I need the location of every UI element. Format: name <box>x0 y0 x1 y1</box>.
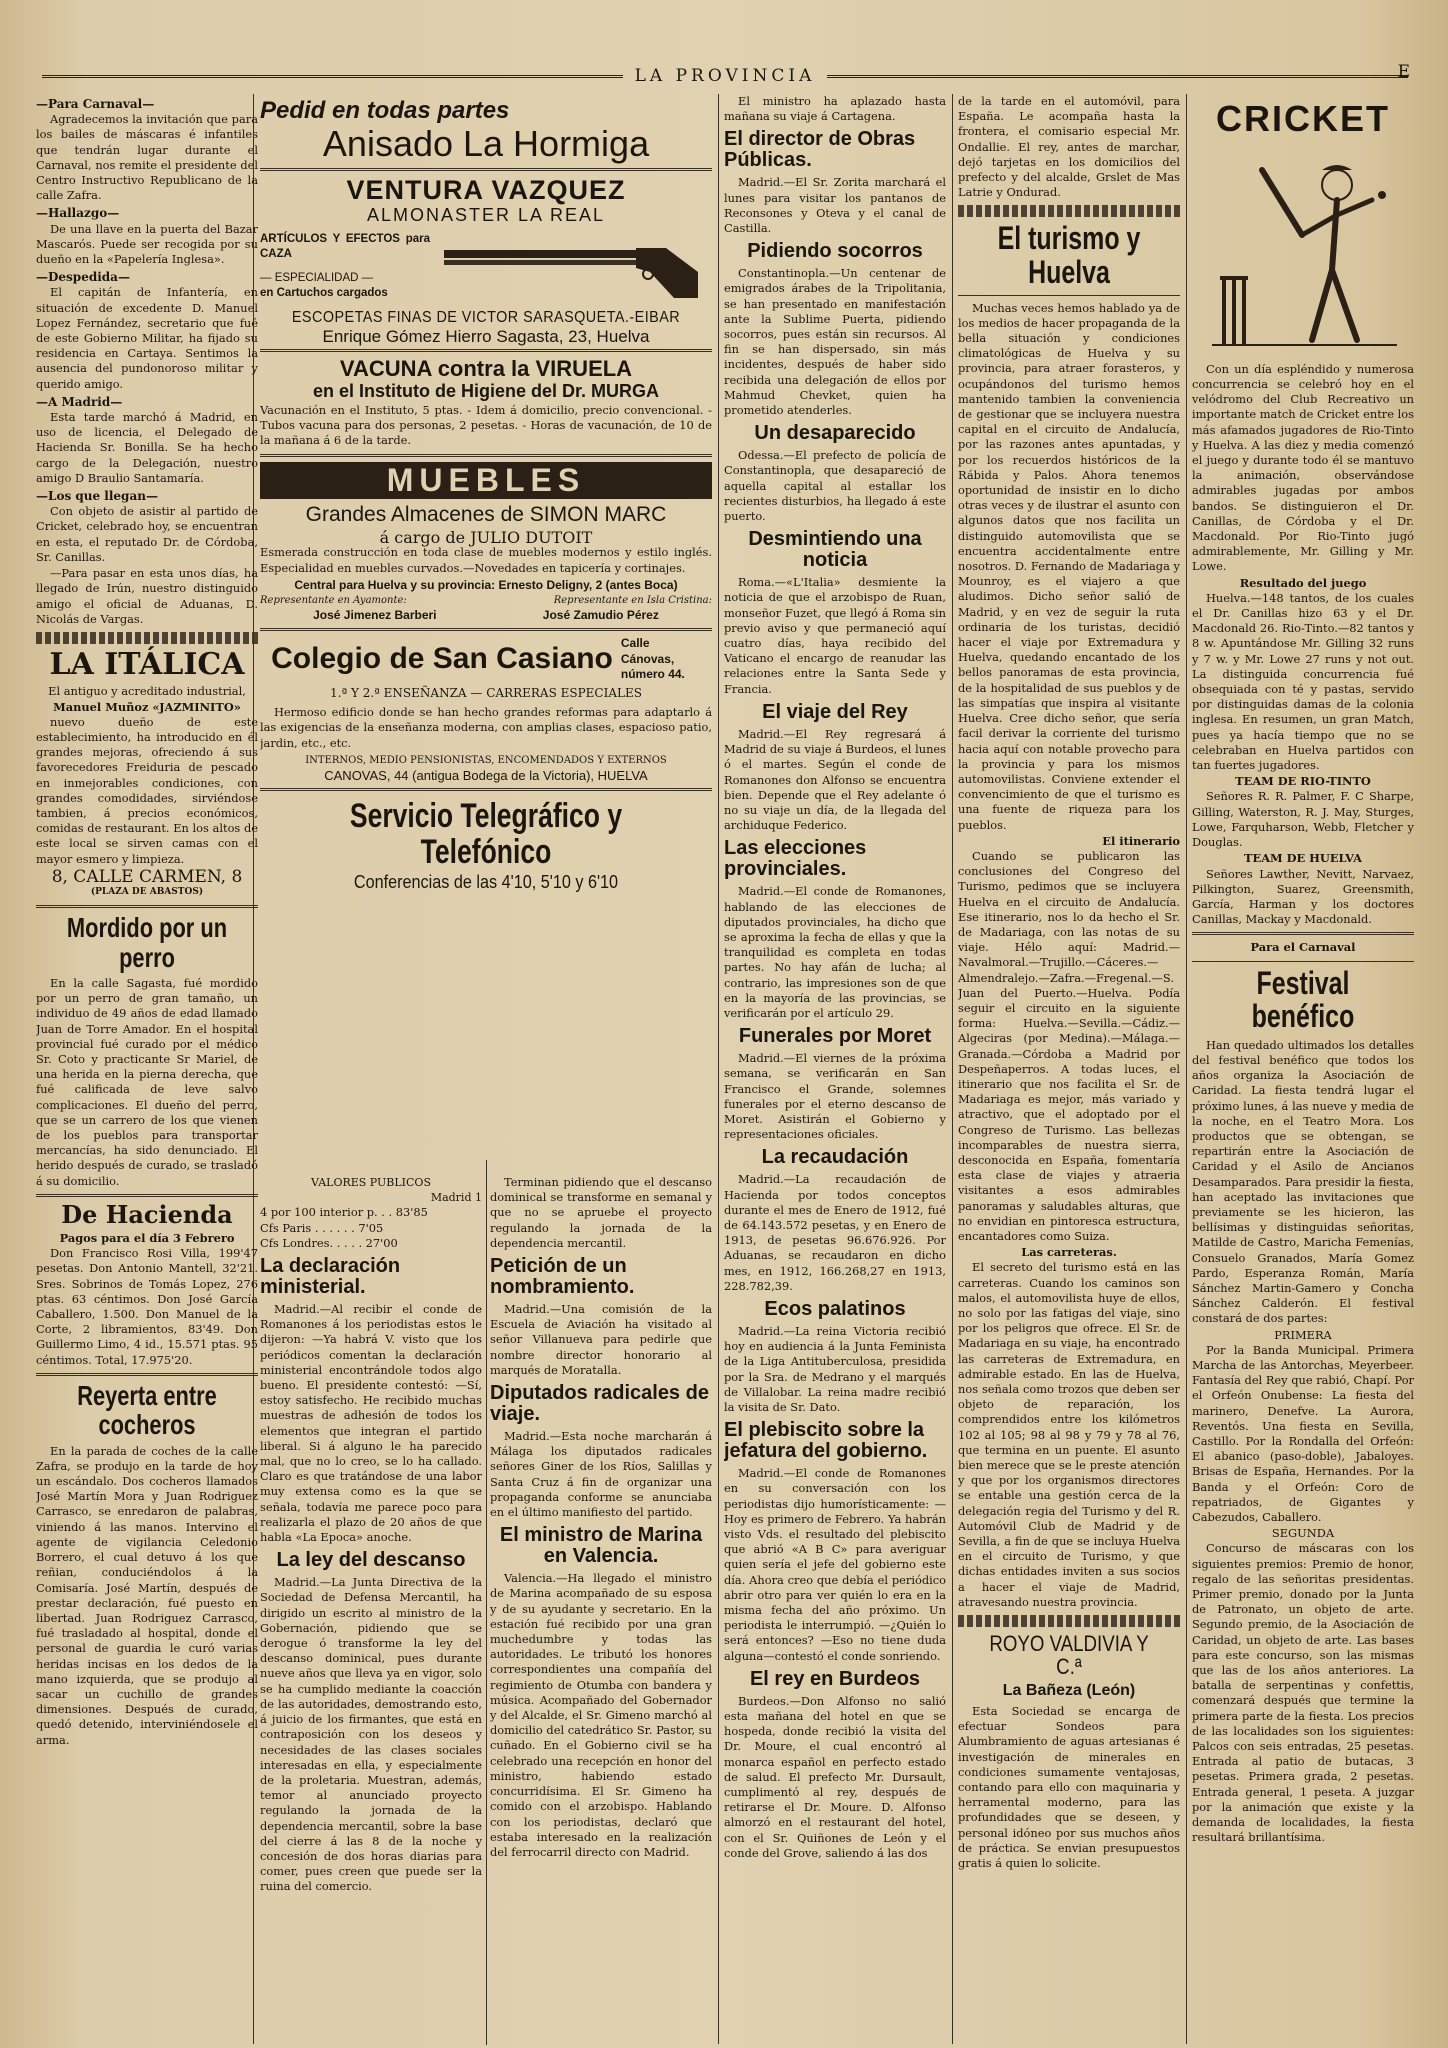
section-text: Terminan pidiendo que el descanso dominical se transforme en semanal y que no se apruebe el proyecto regulando la jornada de la dependencia mercantil. <box>490 1175 712 1250</box>
divider <box>36 1373 258 1376</box>
viaje-rey-title: El viaje del Rey <box>762 700 908 723</box>
ad-colegio-address: Calle Cánovas, número 44. <box>620 636 685 681</box>
carreteras-text: El secreto del turismo está en las carreteras. Cuando los caminos son malos, el automovilista huye de ellos, no solo por las fatigas del viaje, sino por los peligros que ofrece. El Sr. de Madariaga en su viaje, ha encontrado las carreteras de Extremadura, en admirable estado. En las de Huelva, nos señala como trozos que deben ser objeto de reparación, los comprendidos entre los kilómetros 102 al 105; 98 al 98 y 79 y 78 al 76, que termina en un puente. El asunto bien merece que se le preste atención y que por los organismos directores se entable una gestión cerca de la delegación regia del Turismo y del R. Automóvil Club de Madrid y de Sevilla, a fin de que se incluya Huelva en el circuito de Turismo, y que dichas entidades inviten a sus socios a hacer el viaje de Madrid, atravesando nuestra provincia. <box>958 1260 1180 1609</box>
section-text: De una llave en la puerta del Bazar Mascarós. Puede ser recogida por su dueño en la «Papelería Inglesa». <box>36 221 258 267</box>
diputados-title: Diputados radicales de viaje. <box>490 1382 709 1426</box>
peticion-text: Madrid.—Una comisión de la Escuela de Aviación ha visitado al señor Villanueva para pedirle que nombre director honorario al marqués de Moratalla. <box>490 1302 712 1377</box>
divider <box>36 905 258 908</box>
valores-row: 4 por 100 interior p. . . 83'85 <box>260 1205 428 1220</box>
ad-muebles-title: MUEBLES <box>260 462 712 500</box>
desaparecido-title: Un desaparecido <box>754 422 916 445</box>
masthead-rule-right <box>827 75 1408 78</box>
italica-owner: Manuel Muñoz «JAZMINITO» <box>53 699 241 714</box>
ecos-text: Madrid.—La reina Victoria recibió hoy en audiencia á la Junta Feminista de la Liga Antituberculosa, presidida por la Sra. de Medrano y el marqués de Villalobar. La reina madre recibió la visita de Sr. Dato. <box>724 1323 946 1414</box>
ad-vazquez-escopetas: ESCOPETAS FINAS DE VICTOR SARASQUETA.-EIBAR <box>291 308 681 326</box>
peticion-title: Petición de un nombramiento. <box>490 1255 635 1299</box>
elecciones-text: Madrid.—El conde de Romanones, hablando de las elecciones de diputados provinciales, ha dicho que se aproxima la fecha de ellas y que la tranquilidad es completa en todas partes. No hay afán de lucha; al contrario, las impresiones son de que en la mayoría de las provincias, se verificarán por el artículo 29. <box>724 884 946 1020</box>
ornament-divider <box>36 632 258 644</box>
riotinto-team-head: TEAM DE RIO-TINTO <box>1235 774 1371 789</box>
primera-text: Por la Banda Municipal. Primera Marcha de las Antorchas, Meyerbeer. Fantasía del Rey que rabió, Chapí. Por el Orfeón Onubense: La fiesta del marinero, Denefve. La Aurora, Reventós. Una fiesta en Sevilla, Castillo. Por la Rondalla del Orfeón: El abanico (paso-doble), Jabaloyes. Brisas de España, Hernandes. Por la Banda y el Orfeón: Coro de repatriados, de Gigantes y Cabezudos, Caballero. <box>1192 1342 1414 1524</box>
plebiscito-title: El plebiscito sobre la jefatura del gobierno. <box>724 1419 928 1463</box>
column-rule <box>253 94 254 2044</box>
ministro-title: El ministro de Marina en Valencia. <box>499 1524 703 1568</box>
column-4 <box>958 94 1180 2044</box>
socorros-title: Pidiendo socorros <box>747 240 923 263</box>
recaudacion-title: La recaudación <box>761 1146 909 1169</box>
section-head: —Los que llegan— <box>36 489 158 504</box>
turismo-text: Muchas veces hemos hablado ya de los medios de hacer propaganda de la bella situación y condiciones climatológicas de Huelva y su provincia, para atraer forasteros, y ocupándonos del turismo hemos mantenido tambien la conveniencia de gestionar que se incluyera nuestra capital en el circuito de Andalucía, por las razones antes apuntadas, y por los recuerdos históricos de la Rábida y Palos. Ahora tenemos oportunidad de insistir en lo dicho otras veces y de ilustrar el asunto con algunos datos que nos facilita un distinguido automovilista que se encuentra accidentalmente entre nosotros. D. Fernando de Madariaga y Mounroy, es el viajero a que aludimos. Dicho señor salió de Madrid, y en vez de seguir la ruta ordinaria de los turistas, decidió hacer el viaje por Extremadura y Huelva, quedando encantado de los bellos panoramas de esta provincia, de la hospitalidad de sus pueblos y de las simpatías que inspira al visitante Huelva. Cree dicho señor, que sería facil derivar la corriente del turismo hacia aquí con notable provecho para la provincia y para los mismos automovilistas. Conviene extender el convencimiento de que el turismo es una fuente de riqueza para los pueblos. <box>958 300 1180 832</box>
reyerta-text: En la parada de coches de la calle Zafra, se produjo en la tarde de hoy un escándalo. Dos cocheros llamados José Martín Mora y Juan Rodriguez Carrasco, se enredaron de palabras, viniendo á las manos. Intervino el agente de vigilancia Celedonio Borrero, el cual detuvo á los que reñian, conduciéndolos á la Comisaría. José Martín, después de prestar declaración, fué puesto en libertad. Juan Rodriguez Carrasco, fué trasladado al hospital, donde el personal de guardia le curó varias heridas incisas en los dedos de la mano izquierda, que se produjo al sacar un cuchillo de grandes dimensiones. Después de curado, quedó detenido, interviniéndosele el arma. <box>36 1443 258 1747</box>
ad-muebles-line2: á cargo de JULIO DUTOIT <box>379 528 593 548</box>
segunda-text: Concurso de máscaras con los siguientes premios: Premio de honor, regalo de las señoritas presidentas. Primer premio, donado por la Junta de Patronato, un objeto de arte. Segundo premio, de la Asociación de Caridad, un objeto de arte. Las bases para este concurso, son las mismas que las de los años anteriores. La batalla de serpentinas y confettis, comenzará después que termine la primera parte de la fiesta. Los precios de las localidades son los siguientes: Palcos con seis entradas, 25 pesetas. Entrada al patio de butacas, 3 pesetas. Primera grada, 2 pesetas. Entrada general, 1 peseta. A juzgar por la animación que existe y la demanda de localidades, la fiesta resultará brillantísima. <box>1192 1541 1414 1845</box>
column-5 <box>1192 94 1414 2044</box>
divider <box>260 349 712 352</box>
column-rule <box>718 94 719 2044</box>
divider <box>260 168 712 171</box>
ad-vazquez-text <box>260 232 430 301</box>
ecos-title: Ecos palatinos <box>764 1297 906 1320</box>
divider <box>260 454 712 457</box>
ad-muebles-rep1-label: Representante en Ayamonte: <box>260 594 407 606</box>
ad-vazquez-articulos: ARTÍCULOS Y EFECTOS para CAZA <box>260 233 430 261</box>
column-rule <box>486 1160 487 2045</box>
royo-text: Esta Sociedad se encarga de efectuar Sondeos para Alumbramiento de aguas artesianas é investigación de minerales en condiciones sumamente ventajosas, contando para ello con maquinaria y herramental moderno, para las profundidades que se deseen, y personal idóneo por sus muchos años de práctica. Se envian presupuestos gratis á quien lo solicite. <box>958 1704 1180 1871</box>
cricket-player-illustration-icon <box>1192 140 1414 360</box>
resultado-head: Resultado del juego <box>1239 575 1367 590</box>
column-3 <box>724 94 946 2044</box>
ad-vacuna-line1: VACUNA contra la VIRUELA <box>339 355 633 381</box>
ad-colegio-line2: INTERNOS, MEDIO PENSIONISTAS, ENCOMENDADOS Y EXTERNOS <box>305 754 667 766</box>
carreteras-head: Las carreteras. <box>1021 1245 1117 1260</box>
royo-subtitle: La Bañeza (León) <box>1002 1682 1136 1700</box>
ad-muebles-rep2-label: Representante en Isla Cristina: <box>553 594 712 606</box>
cricket-title: CRICKET <box>1216 98 1390 139</box>
section-text: Con objeto de asistir al partido de Cricket, celebrado hoy, se encuentran en esta, el reputado Dr. de Córdoba, Sr. Canillas. <box>36 504 258 564</box>
section-text: Esta tarde marchó á Madrid, en uso de licencia, el Delegado de Hacienda Sr. Bonilla. Se ha hecho cargo de la Delegación, nuestro amigo D Braulio Santamaría. <box>36 410 258 485</box>
burdeos-title: El rey en Burdeos <box>749 1667 921 1690</box>
servicio-title: Servicio Telegráfico y Telefónico <box>349 797 623 871</box>
ad-vacuna-text: Vacunación en el Instituto, 5 ptas. - Idem á domicilio, precio convencional. - Tubos vacuna para dos personas, 2 pesetas. - Horas de vacunación, de 10 de la mañana á 6 de la tarde. <box>260 402 712 448</box>
primera-head: PRIMERA <box>1274 1327 1332 1342</box>
column-1 <box>36 94 258 2044</box>
section-head: —Despedida— <box>36 270 130 285</box>
valores-city: Madrid 1 <box>430 1191 482 1205</box>
divider <box>260 628 712 631</box>
declaracion-title: La declaración ministerial. <box>260 1255 401 1299</box>
ad-anisado-line1: Pedid en todas partes <box>260 97 510 124</box>
perro-title: Mordido por un perro <box>66 912 228 973</box>
desmintiendo-text: Roma.—«L'Italia» desmiente la noticia de que el arzobispo de Ruan, monseñor Fuzet, que llegó á Roma sin previo aviso y que permaneció aquí cuatro días, haya recibido del Vaticano el encargo de reanudar las relaciones entre la Santa Sede y Francia. <box>724 575 946 696</box>
valores-row: Cfs Paris . . . . . . 7'05 <box>260 1220 384 1235</box>
burdeos-text: Burdeos.—Don Alfonso no salió esta mañana del hotel en que se hospeda, donde recibió la visita del Dr. Moure, el cual encontró al monarca español en perfecto estado de salud. El prefecto Mr. Dursault, cumplimentó al rey, después de retirarse el Dr. Moure. D. Alfonso almorzó en el restaurant del hotel, con el Sr. Quiñones de León y el conde del Grove, saliendo á las dos <box>724 1693 946 1860</box>
ad-colegio-text: Hermoso edificio donde se han hecho grandes reformas para adaptarlo á las exigencias de la enseñanza moderna, con amplias clases, espacioso patio, jardin, etc., etc. <box>260 705 712 750</box>
viaje-rey-text: Madrid.—El Rey regresará á Madrid de su viaje á Burdeos, el lunes ó el martes. Según el conde de Romanones don Alfonso se encuentra bien. Depende que el Rey adelante ó no su viaje un día, de la llegada del archiduque Federico. <box>724 726 946 833</box>
ad-muebles-rep-names <box>260 608 712 623</box>
section-text: de la tarde en el automóvil, para España. Le acompaña hasta la frontera, el comisario especial Mr. Ondallie. El rey, antes de marchar, dejó tarjetas en los domicilios del prefecto y del alcalde, Grslet de Mas Latrie y Ondurad. <box>958 94 1180 200</box>
festival-text: Han quedado ultimados los detalles del festival benéfico que todos los años organiza la Asociación de Caridad. La fiesta tendrá lugar el próximo lunes, á las nueve y media de la noche, en el Teatro Mora. Los productos que se obtengan, se repartirán entre la Asociación de Caridad y el Asilo de Ancianos Desamparados. Para presidir la fiesta, han aceptado las invitaciones que previamente se les hicieron, las bellísimas y distinguidas señoritas, Matilde de Castro, Maricha Femenías, Consuelo Granados, María Gomez Pardo, Esperanza Román, María Sánchez Martin-Gamero y Concha Sánchez Calderón. El festival constará de dos partes: <box>1192 1037 1414 1326</box>
recaudacion-text: Madrid.—La recaudación de Hacienda por todos conceptos durante el mes de Enero de 1912, fué de 64.143.572 pesetas, y en Enero de 1913, de pesetas 96.676.926. Por Aduanas, se recaudaron en dicho mes, en 1912, 166.268,27 en 1913, 228.782,39. <box>724 1172 946 1293</box>
italica-line: El antiguo y acreditado industrial, <box>48 684 246 699</box>
ad-colegio-header <box>260 636 712 682</box>
itinerario-head: El itinerario <box>1102 833 1180 848</box>
newspaper-title: LA PROVINCIA <box>634 66 816 86</box>
section-text: El capitán de Infantería, en situación de excedente D. Manuel Lopez Fernández, secretario que fué de este Gobierno Militar, ha fijado su residencia en Cartaya. Sentimos la ausencia del pundonoroso militar y querido amigo. <box>36 285 258 391</box>
column-rule <box>952 94 953 2044</box>
ad-vazquez-town: ALMONASTER LA REAL <box>366 205 606 226</box>
column-2a <box>260 1175 482 2045</box>
elecciones-title: Las elecciones provinciales. <box>724 837 867 881</box>
ministro-text: Valencia.—Ha llegado el ministro de Marina acompañado de su esposa y de su ayudante y secretario. En la estación fué recibido por una gran muchedumbre y todas las autoridades. Le tributó los honores correspondientes una compañía del regimiento de Otumba con bandera y música. Acompañado del Gobernador y del Alcalde, el Sr. Gimeno marchó al domicilio del catedrático Sr. Pastor, su cuñado. En el Gobierno civil se ha celebrado una recepción en honor del ministro, habiendo estado concurridísima. El Sr. Gimeno ha comido con el arzobispo. Hablando con los periodistas, declaró que estaba interesado en la realización del ferrocarril directo con Madrid. <box>490 1571 712 1859</box>
italica-title: LA ITÁLICA <box>49 646 245 682</box>
ad-vacuna-line2: en el Instituto de Higiene del Dr. MURGA <box>312 381 660 402</box>
ornament-divider <box>958 1615 1180 1627</box>
hacienda-title: De Hacienda <box>61 1199 233 1229</box>
resultado-text: Huelva.—148 tantos, de los cuales el Dr. Canillas hizo 63 y el Dr. Macdonald 26. Rio-Tinto.—82 tantos y 8 w. Apuntándose Mr. Gilling 32 runs y 7 w. y Mr. Lowe 27 runs y not out. La distinguida concurrencia fué obsequiada con té y pastas, servido por distinguidas damas de la colonia inglesa. En resumen, un gran Match, pues ya hacía tiempo que no se celebraban en Huelva partidos con tan fuertes jugadores. <box>1192 590 1414 773</box>
section-head: —Hallazgo— <box>36 206 120 221</box>
perro-text: En la calle Sagasta, fué mordido por un perro de gran tamaño, un individuo de 49 años de edad llamado Juan de Torre Amador. En el hospital provincial fué curado por el médico Sr. Coto y practicante Sr Mariel, de una herida en la pierna derecha, que fué calificada de leve salvo complicaciones. El dueño del perro, que se un carrero de los que vienen de los pueblos para transportar mercancías, ha sido denunciado. El herido después de curado, se trasladó á su domicilio. <box>36 976 258 1188</box>
desaparecido-text: Odessa.—El prefecto de policía de Constantinopla, que desapareció de aquella capital al estallar los recientes disturbios, ha llegado á este puerto. <box>724 448 946 524</box>
funerales-title: Funerales por Moret <box>738 1025 932 1048</box>
section-text: Agradecemos la invitación que para los bailes de máscaras é infantiles que tendrán lugar durante el Carnaval, nos remite el presidente del Centro Instructivo Republicano de la calle Zafra. <box>36 112 258 203</box>
ad-vazquez-block <box>260 228 712 306</box>
shotgun-illustration-icon <box>436 228 706 306</box>
riotinto-team-text: Señores R. R. Palmer, F. C Sharpe, Gilling, Waterston, R. J. May, Sturges, Lowe, Farquharson, Webb, Fletcher y Douglas. <box>1192 789 1414 850</box>
ad-vazquez-cartuchos: en Cartuchos cargados <box>260 286 388 299</box>
ornament-divider <box>958 205 1180 217</box>
obras-title: El director de Obras Públicas. <box>724 128 916 172</box>
ad-vazquez-name: VENTURA VAZQUEZ <box>346 174 626 205</box>
descanso-text: Madrid.—La Junta Directiva de la Sociedad de Defensa Mercantil, ha dirigido un escrito al ministro de la Gobernación, pidiendo que se derogue ó transforme la ley del descanso dominical, pues durante nueve años que lleva ya en vigor, solo se ha cumplido mediante la coacción de las autoridades, demostrando esto, á juicio de los firmantes, que está en contraposición con los deseos y necesidades de las clases sociales interesadas en ella, y especialmente de la proletaria. Muestran, además, temor al anunciado proyecto regulando la jornada de la dependencia mercantil, sobre la base del cierre á las 8 de la noche y concesión de dos horas diarias para comer, pues creen que puede ser la ruina del comercio. <box>260 1575 482 1894</box>
section-head: —Para Carnaval— <box>36 97 155 111</box>
divider <box>958 295 1180 296</box>
declaracion-text: Madrid.—Al recibir el conde de Romanones á los periodistas estos le dijeron: —Ya habrá V. visto que los periódicos comentan la declaración ministerial encontrándole todos algo bueno. El presidente contestó: —Sí, estoy satisfecho. He recibido muchas muestras de adhesión de todos los elementos que integran el partido liberal. Si á alguno le ha parecido mal, que no lo creo, se lo ha callado. Claro es que tratándose de una labor muy extensa como es la que se señala, todavía me parece poco para realizarla el plazo de 20 años de que habla «La Epoca» anoche. <box>260 1302 482 1545</box>
obras-text: Madrid.—El Sr. Zorita marchará el lunes para visitar los pantanos de Reconsones y Oteva y el canal de Castilla. <box>724 175 946 236</box>
descanso-title: La ley del descanso <box>276 1549 466 1572</box>
ad-muebles-rep2: José Zamudio Pérez <box>542 608 659 623</box>
section-text: El ministro ha aplazado hasta mañana su viaje á Cartagena. <box>724 94 946 124</box>
italica-address: 8, CALLE CARMEN, 8 <box>51 866 243 887</box>
italica-address-note: (PLAZA DE ABASTOS) <box>90 887 204 898</box>
ad-anisado <box>260 98 712 163</box>
itinerario-text: Cuando se publicaron las conclusiones del Congreso del Turismo, pedimos que se incluyera Huelva en el circuito de Andalucía. Ese itinerario, nos lo da hecho el Sr. de Madariaga, con las notas de su viaje. Hélo aquí: Madrid.—Navalmoral.—Trujillo.—Cáceres.—Almendralejo.—Zafra.—Fregenal.—S. Juan del Puerto.—Huelva. Podía seguir el circuito en la siguiente forma: Huelva.—Sevilla.—Cádiz.—Algeciras (por Medina).—Málaga.—Granada.—Córdoba a Madrid por Despeñaperros. A todas luces, el itinerario que nos facilita el Sr. de Madariaga es mejor, más variado y atractivo, que el adoptado por el Congreso de Turismo. Las bellezas incomparables de nuestra sierra, desconocida en España, fomentaría esta clase de viajes y atraeria visitantes a esos admirables panoramas y saludables alturas, que no envidian en pintoresca estructura, encantadores como Suiza. <box>958 848 1180 1243</box>
hacienda-text: Don Francisco Rosi Villa, 199'47 pesetas. Don Antonio Mantell, 32'21. Sres. Sobrinos de Tomás Lopez, 276 ptas. 63 céntimos. Don José García Caballero, 1.500. Don Manuel de la Corte, 2 libramientos, 83'49. Don Guillermo Limo, 4 id., 15.571 ptas. 95 céntimos. Total, 17.975'20. <box>36 1246 258 1367</box>
divider <box>260 788 712 791</box>
ad-colegio-line3: CANOVAS, 44 (antigua Bodega de la Victoria), HUELVA <box>324 768 648 784</box>
socorros-text: Constantinopla.—Un centenar de emigrados árabes de la Tripolitania, se han presentado en manifestación ante la Sublime Puerta, pidiendo socorros, pues están sin recursos. Al fin se han dispersado, sin más incidentes, después de haber sido recibida una delegación de ellos por Mahmud Chevket, quien ha prometido atenderles. <box>724 266 946 418</box>
divider <box>36 1194 258 1197</box>
cricket-text: Con un día espléndido y numerosa concurrencia se celebró hoy en el velódromo del Club Recreativo un importante match de Cricket entre los más afamados jugadores de Rio-Tinto y Huelva. A las diez y media comenzó el juego y durante todo él se mantuvo la animación, observándose admirables jugadas por ambos bandos. Se distinguieron el Dr. Canillas, de Córdoba y el Dr. Macdonald. Por Rio-Tinto jugó admirablemente, Mr. Gilling y Mr. Lowe. <box>1192 361 1414 574</box>
plebiscito-text: Madrid.—El conde de Romanones en su conversación con los periodistas dijo humorísticamente: —Hoy es primero de Febrero. Ya habrán visto Vds. el resultado del plebiscito que abrió «A B C» para averiguar quien sería el jefe del gobierno este día. Ahora creo que debía el periódico abrir otro para ver quién lo era en la misma fecha del año próximo. Un periodista le interrumpió. —¿Quién lo será entonces? —Eso no tiene duda alguna—contestó el conde sonriendo. <box>724 1466 946 1663</box>
festival-title: Festival benéfico <box>1251 964 1355 1035</box>
column-2b <box>490 1175 712 2045</box>
ad-vazquez-address: Enrique Gómez Hierro Sagasta, 23, Huelva <box>322 326 650 346</box>
carnaval-head: Para el Carnaval <box>1250 940 1356 955</box>
ad-muebles-reps <box>260 593 712 608</box>
huelva-team-head: TEAM DE HUELVA <box>1244 851 1362 866</box>
ad-muebles-text: Esmerada construcción en toda clase de muebles modernos y estilo inglés. Especialidad en muebles curvados.—Novedades en tapicería y cortinajes. <box>260 545 712 575</box>
ad-colegio-title: Colegio de San Casiano <box>271 642 613 676</box>
diputados-text: Madrid.—Esta noche marcharán á Málaga los diputados radicales señores Giner de los Ríos, Salillas y Santa Cruz á fin de organizar una propaganda conforme se anunciaba en el último manifiesto del partido. <box>490 1429 712 1520</box>
hacienda-subtitle: Pagos para el día 3 Febrero <box>59 1231 235 1246</box>
masthead-rule-left <box>42 75 623 78</box>
ad-muebles-line1: Grandes Almacenes de SIMON MARC <box>305 503 667 527</box>
ad-muebles-rep1: José Jimenez Barberi <box>313 608 437 623</box>
masthead <box>30 62 1420 90</box>
column-2-ads <box>260 94 712 1069</box>
section-head: —A Madrid— <box>36 394 123 409</box>
divider <box>1192 961 1414 962</box>
ad-muebles-central: Central para Huelva y su provincia: Ernesto Deligny, 2 (antes Boca) <box>294 577 678 592</box>
section-text: —Para pasar en esta unos días, ha llegado de Irún, nuestro distinguido amigo el oficial de Aduanas, D. Nicolás de Vargas. <box>36 566 258 626</box>
funerales-text: Madrid.—El viernes de la próxima semana, se verificarán en San Francisco el Grande, solemnes funerales por el eterno descanso de Moret. Asistirán el Gobierno y representaciones oficiales. <box>724 1051 946 1142</box>
valores-head: VALORES PUBLICOS <box>311 1176 431 1189</box>
huelva-team-text: Señores Lawther, Nevitt, Narvaez, Pilkington, Suarez, Greensmith, García, Harman y los doctores Canillas, Mackay y Macdonald. <box>1192 866 1414 927</box>
column-rule <box>1186 94 1187 2044</box>
divider <box>1192 932 1414 935</box>
reyerta-title: Reyerta entre cocheros <box>77 1379 217 1441</box>
ad-colegio-line1: 1.ª Y 2.ª ENSEÑANZA — CARRERAS ESPECIALES <box>330 686 642 700</box>
italica-text: nuevo dueño de este establecimiento, ha introducido en él grandes mejoras, ofreciendo á sus favorecedores Freiduria de pescado en inmejorables condiciones, con grandes comodidades, sirviéndose tambien, á precios económicos, comidas de restaurant. En los altos de este local se sirven camas con el mayor esmero y limpieza. <box>36 714 258 866</box>
turismo-title: El turismo y Huelva <box>997 220 1141 291</box>
ad-anisado-line2: Anisado La Hormiga <box>322 123 650 165</box>
valores-row: Cfs Londres. . . . . 27'00 <box>260 1235 398 1250</box>
ad-vazquez-especialidad: — ESPECIALIDAD — <box>260 271 374 284</box>
desmintiendo-title: Desmintiendo una noticia <box>748 528 922 572</box>
page-number: E <box>1397 62 1410 82</box>
royo-title: ROYO VALDIVIA Y C.ª <box>989 1631 1149 1680</box>
servicio-subtitle: Conferencias de las 4'10, 5'10 y 6'10 <box>353 871 619 892</box>
segunda-head: SEGUNDA <box>1271 1526 1335 1541</box>
